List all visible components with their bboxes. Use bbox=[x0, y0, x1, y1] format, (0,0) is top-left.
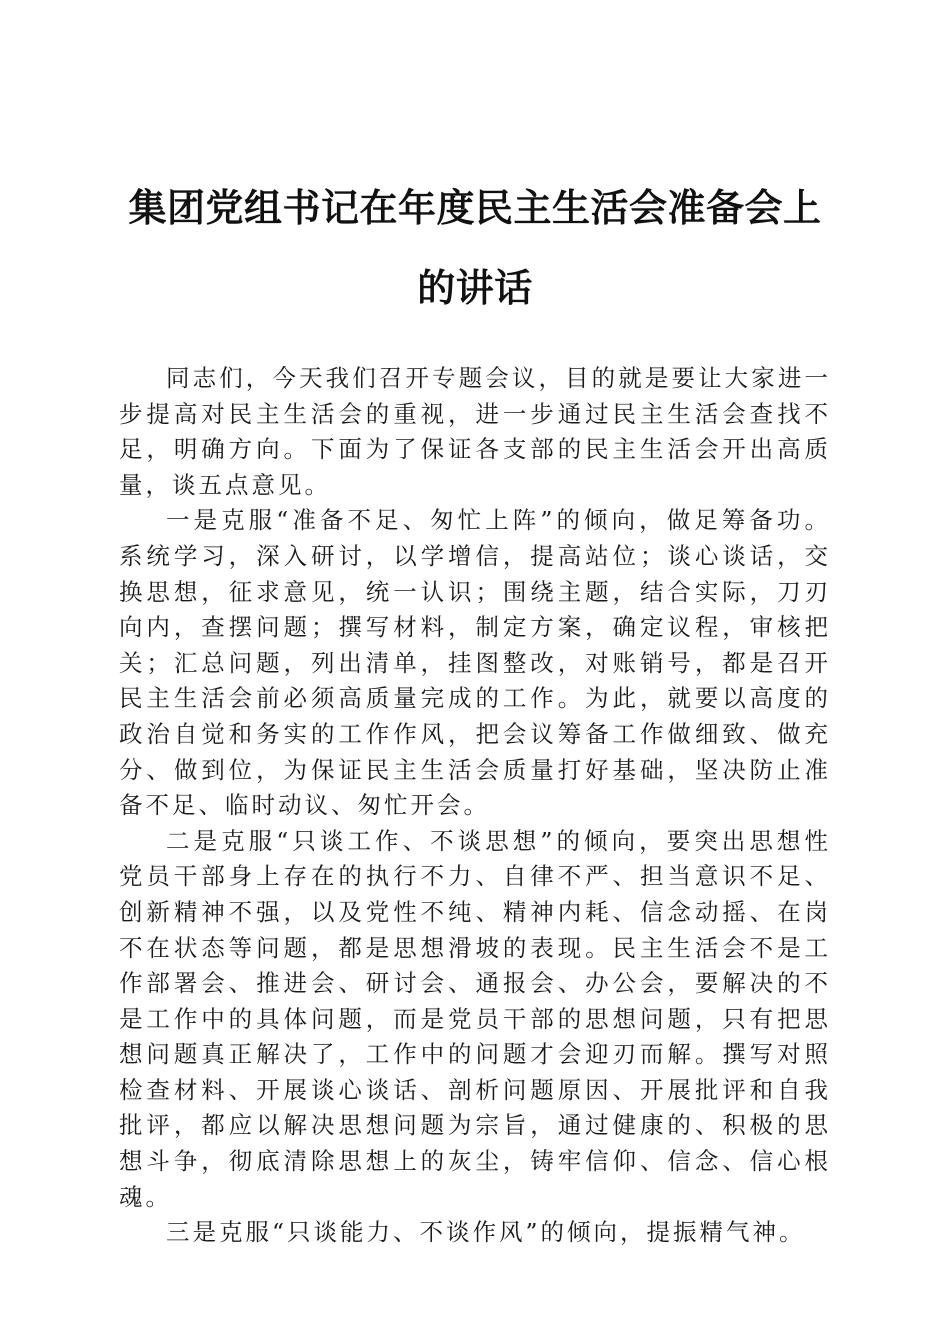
paragraph-intro: 同志们，今天我们召开专题会议，目的就是要让大家进一步提高对民主生活会的重视，进一步通过民主生活会查找不足，明确方向。下面为了保证各支部的民主生活会开出高质量，谈五点意见。 bbox=[119, 364, 831, 499]
paragraph-point-two: 二是克服“只谈工作、不谈思想”的倾向，要突出思想性党员干部身上存在的执行不力、自律不严、担当意识不足、创新精神不强，以及党性不纯、精神内耗、信念动摇、在岗不在状态等问题，都是思想滑坡的表现。民主生活会不是工作部署会、推进会、研讨会、通报会、办公会，要解决的不是工作中的具体问题，而是党员干部的思想问题，只有把思想问题真正解决了，工作中的问题才会迎刃而解。撰写对照检查材料、开展谈心谈话、剖析问题原因、开展批评和自我批评，都应以解决思想问题为宗旨，通过健康的、积极的思想斗争，彻底清除思想上的灰尘，铸牢信仰、信念、信心根魂。 bbox=[119, 826, 831, 1211]
paragraph-point-one: 一是克服“准备不足、匆忙上阵”的倾向，做足筹备功。系统学习，深入研讨，以学增信，提高站位；谈心谈话，交换思想，征求意见，统一认识；围绕主题，结合实际，刀刃向内，查摆问题；撰写材料，制定方案，确定议程，审核把关；汇总问题，列出清单，挂图整改，对账销号，都是召开民主生活会前必须高质量完成的工作。为此，就要以高度的政治自觉和务实的工作作风，把会议筹备工作做细致、做充分、做到位，为保证民主生活会质量打好基础，坚决防止准备不足、临时动议、匆忙开会。 bbox=[119, 506, 831, 820]
document-body bbox=[119, 361, 831, 1251]
paragraph-point-three: 三是克服“只谈能力、不谈作风”的倾向，提振精气神。 bbox=[166, 1218, 806, 1247]
document-title: 集团党组书记在年度民主生活会准备会上的讲话 bbox=[128, 185, 822, 310]
